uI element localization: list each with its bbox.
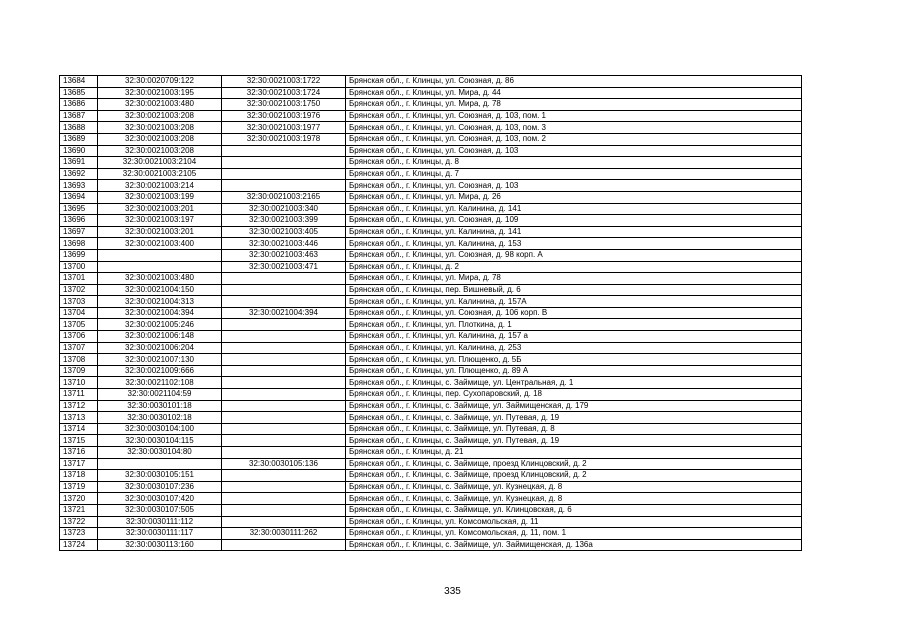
address-cell: Брянская обл., г. Клинцы, пер. Вишневый, д. 6 <box>346 284 802 296</box>
row-number-cell: 13718 <box>60 470 98 482</box>
register-table <box>59 75 802 551</box>
related-cadastral-number-cell <box>222 296 346 308</box>
related-cadastral-number-cell: 32:30:0021003:446 <box>222 238 346 250</box>
cadastral-number-cell: 32:30:0030105:151 <box>98 470 222 482</box>
row-number-cell: 13705 <box>60 319 98 331</box>
table-row <box>60 99 802 111</box>
address-cell: Брянская обл., г. Клинцы, ул. Союзная, д. 103, пом. 1 <box>346 110 802 122</box>
table-row <box>60 133 802 145</box>
table-row <box>60 215 802 227</box>
table-row <box>60 273 802 285</box>
related-cadastral-number-cell <box>222 168 346 180</box>
related-cadastral-number-cell: 32:30:0030105:136 <box>222 458 346 470</box>
address-cell: Брянская обл., г. Клинцы, ул. Калинина, д. 141 <box>346 203 802 215</box>
cadastral-number-cell: 32:30:0021009:666 <box>98 365 222 377</box>
row-number-cell: 13713 <box>60 412 98 424</box>
address-cell: Брянская обл., г. Клинцы, с. Займище, ул. Займищенская, д. 136а <box>346 539 802 551</box>
row-number-cell: 13710 <box>60 377 98 389</box>
cadastral-number-cell: 32:30:0020709:122 <box>98 76 222 88</box>
table-row <box>60 470 802 482</box>
cadastral-number-cell: 32:30:0030104:100 <box>98 423 222 435</box>
row-number-cell: 13707 <box>60 342 98 354</box>
row-number-cell: 13722 <box>60 516 98 528</box>
related-cadastral-number-cell <box>222 423 346 435</box>
address-cell: Брянская обл., г. Клинцы, ул. Союзная, д. 109 <box>346 215 802 227</box>
row-number-cell: 13692 <box>60 168 98 180</box>
row-number-cell: 13724 <box>60 539 98 551</box>
table-row <box>60 377 802 389</box>
related-cadastral-number-cell <box>222 516 346 528</box>
related-cadastral-number-cell <box>222 493 346 505</box>
cadastral-number-cell: 32:30:0030107:420 <box>98 493 222 505</box>
table-row <box>60 203 802 215</box>
row-number-cell: 13697 <box>60 226 98 238</box>
row-number-cell: 13700 <box>60 261 98 273</box>
address-cell: Брянская обл., г. Клинцы, с. Займище, ул. Путевая, д. 19 <box>346 412 802 424</box>
related-cadastral-number-cell <box>222 377 346 389</box>
related-cadastral-number-cell <box>222 331 346 343</box>
cadastral-number-cell: 32:30:0021003:208 <box>98 133 222 145</box>
row-number-cell: 13712 <box>60 400 98 412</box>
address-cell: Брянская обл., г. Клинцы, ул. Калинина, д. 253 <box>346 342 802 354</box>
row-number-cell: 13709 <box>60 365 98 377</box>
table-row <box>60 238 802 250</box>
related-cadastral-number-cell: 32:30:0021003:1977 <box>222 122 346 134</box>
cadastral-number-cell: 32:30:0030113:160 <box>98 539 222 551</box>
cadastral-number-cell <box>98 458 222 470</box>
table-row <box>60 481 802 493</box>
cadastral-number-cell: 32:30:0021003:195 <box>98 87 222 99</box>
related-cadastral-number-cell <box>222 389 346 401</box>
address-cell: Брянская обл., г. Клинцы, д. 7 <box>346 168 802 180</box>
cadastral-number-cell: 32:30:0021004:150 <box>98 284 222 296</box>
address-cell: Брянская обл., г. Клинцы, ул. Калинина, д. 141 <box>346 226 802 238</box>
related-cadastral-number-cell <box>222 342 346 354</box>
cadastral-number-cell: 32:30:0021003:201 <box>98 226 222 238</box>
address-cell: Брянская обл., г. Клинцы, д. 21 <box>346 447 802 459</box>
address-cell: Брянская обл., г. Клинцы, ул. Союзная, д. 103, пом. 2 <box>346 133 802 145</box>
cadastral-number-cell: 32:30:0021003:201 <box>98 203 222 215</box>
row-number-cell: 13719 <box>60 481 98 493</box>
row-number-cell: 13723 <box>60 528 98 540</box>
related-cadastral-number-cell <box>222 354 346 366</box>
row-number-cell: 13708 <box>60 354 98 366</box>
row-number-cell: 13711 <box>60 389 98 401</box>
row-number-cell: 13702 <box>60 284 98 296</box>
table-row <box>60 528 802 540</box>
table-row <box>60 284 802 296</box>
cadastral-number-cell: 32:30:0030107:505 <box>98 504 222 516</box>
cadastral-number-cell: 32:30:0021003:208 <box>98 145 222 157</box>
table-row <box>60 447 802 459</box>
cadastral-number-cell: 32:30:0021007:130 <box>98 354 222 366</box>
table-row <box>60 412 802 424</box>
table-row <box>60 226 802 238</box>
row-number-cell: 13685 <box>60 87 98 99</box>
table-row <box>60 389 802 401</box>
table-row <box>60 261 802 273</box>
row-number-cell: 13706 <box>60 331 98 343</box>
address-cell: Брянская обл., г. Клинцы, пер. Сухопаровский, д. 18 <box>346 389 802 401</box>
related-cadastral-number-cell: 32:30:0021003:405 <box>222 226 346 238</box>
row-number-cell: 13701 <box>60 273 98 285</box>
cadastral-number-cell: 32:30:0021006:148 <box>98 331 222 343</box>
related-cadastral-number-cell: 32:30:0021003:2165 <box>222 191 346 203</box>
address-cell: Брянская обл., г. Клинцы, ул. Союзная, д. 103 <box>346 145 802 157</box>
address-cell: Брянская обл., г. Клинцы, ул. Союзная, д. 106 корп. В <box>346 307 802 319</box>
table-row <box>60 493 802 505</box>
address-cell: Брянская обл., г. Клинцы, ул. Калинина, д. 157А <box>346 296 802 308</box>
address-cell: Брянская обл., г. Клинцы, ул. Калинина, д. 157 а <box>346 331 802 343</box>
cadastral-number-cell: 32:30:0021102:108 <box>98 377 222 389</box>
table-row <box>60 504 802 516</box>
related-cadastral-number-cell <box>222 157 346 169</box>
related-cadastral-number-cell: 32:30:0021003:463 <box>222 249 346 261</box>
table-row <box>60 180 802 192</box>
cadastral-number-cell: 32:30:0030102:18 <box>98 412 222 424</box>
cadastral-number-cell: 32:30:0021003:197 <box>98 215 222 227</box>
address-cell: Брянская обл., г. Клинцы, ул. Союзная, д. 98 корп. А <box>346 249 802 261</box>
related-cadastral-number-cell <box>222 319 346 331</box>
cadastral-number-cell <box>98 261 222 273</box>
cadastral-number-cell: 32:30:0030104:80 <box>98 447 222 459</box>
related-cadastral-number-cell: 32:30:0021003:399 <box>222 215 346 227</box>
cadastral-number-cell: 32:30:0021003:2104 <box>98 157 222 169</box>
cadastral-number-cell: 32:30:0021003:400 <box>98 238 222 250</box>
related-cadastral-number-cell: 32:30:0021003:340 <box>222 203 346 215</box>
address-cell: Брянская обл., г. Клинцы, с. Займище, ул. Путевая, д. 8 <box>346 423 802 435</box>
row-number-cell: 13696 <box>60 215 98 227</box>
related-cadastral-number-cell: 32:30:0021004:394 <box>222 307 346 319</box>
related-cadastral-number-cell <box>222 504 346 516</box>
address-cell: Брянская обл., г. Клинцы, с. Займище, ул. Клинцовская, д. 6 <box>346 504 802 516</box>
table-row <box>60 516 802 528</box>
table-row <box>60 400 802 412</box>
table-row <box>60 296 802 308</box>
table-row <box>60 365 802 377</box>
cadastral-number-cell: 32:30:0021003:208 <box>98 110 222 122</box>
table-row <box>60 168 802 180</box>
related-cadastral-number-cell: 32:30:0021003:1978 <box>222 133 346 145</box>
address-cell: Брянская обл., г. Клинцы, ул. Мира, д. 78 <box>346 273 802 285</box>
table-row <box>60 157 802 169</box>
address-cell: Брянская обл., г. Клинцы, ул. Союзная, д. 86 <box>346 76 802 88</box>
table-row <box>60 122 802 134</box>
related-cadastral-number-cell <box>222 145 346 157</box>
address-cell: Брянская обл., г. Клинцы, с. Займище, ул. Путевая, д. 19 <box>346 435 802 447</box>
address-cell: Брянская обл., г. Клинцы, с. Займище, проезд Клинцовский, д. 2 <box>346 458 802 470</box>
address-cell: Брянская обл., г. Клинцы, ул. Союзная, д. 103 <box>346 180 802 192</box>
address-cell: Брянская обл., г. Клинцы, с. Займище, проезд Клинцовский, д. 2 <box>346 470 802 482</box>
row-number-cell: 13690 <box>60 145 98 157</box>
cadastral-number-cell: 32:30:0021003:214 <box>98 180 222 192</box>
related-cadastral-number-cell: 32:30:0021003:1722 <box>222 76 346 88</box>
related-cadastral-number-cell <box>222 400 346 412</box>
table-row <box>60 539 802 551</box>
cadastral-number-cell: 32:30:0021004:313 <box>98 296 222 308</box>
address-cell: Брянская обл., г. Клинцы, ул. Мира, д. 44 <box>346 87 802 99</box>
address-cell: Брянская обл., г. Клинцы, ул. Плоткина, д. 1 <box>346 319 802 331</box>
row-number-cell: 13699 <box>60 249 98 261</box>
row-number-cell: 13703 <box>60 296 98 308</box>
row-number-cell: 13691 <box>60 157 98 169</box>
address-cell: Брянская обл., г. Клинцы, с. Займище, ул. Займищенская, д. 179 <box>346 400 802 412</box>
table-row <box>60 87 802 99</box>
cadastral-number-cell: 32:30:0021003:208 <box>98 122 222 134</box>
row-number-cell: 13715 <box>60 435 98 447</box>
cadastral-number-cell: 32:30:0030104:115 <box>98 435 222 447</box>
table-row <box>60 249 802 261</box>
table-row <box>60 423 802 435</box>
address-cell: Брянская обл., г. Клинцы, ул. Мира, д. 78 <box>346 99 802 111</box>
table-row <box>60 458 802 470</box>
row-number-cell: 13716 <box>60 447 98 459</box>
address-cell: Брянская обл., г. Клинцы, ул. Плющенко, д. 5Б <box>346 354 802 366</box>
row-number-cell: 13695 <box>60 203 98 215</box>
row-number-cell: 13720 <box>60 493 98 505</box>
table-row <box>60 110 802 122</box>
related-cadastral-number-cell: 32:30:0021003:1750 <box>222 99 346 111</box>
cadastral-number-cell: 32:30:0021003:480 <box>98 273 222 285</box>
table-row <box>60 145 802 157</box>
cadastral-number-cell: 32:30:0030111:112 <box>98 516 222 528</box>
table-row <box>60 191 802 203</box>
related-cadastral-number-cell <box>222 481 346 493</box>
related-cadastral-number-cell: 32:30:0021003:1724 <box>222 87 346 99</box>
row-number-cell: 13717 <box>60 458 98 470</box>
cadastral-number-cell: 32:30:0021003:199 <box>98 191 222 203</box>
table-row <box>60 331 802 343</box>
cadastral-number-cell: 32:30:0021004:394 <box>98 307 222 319</box>
table-row <box>60 307 802 319</box>
related-cadastral-number-cell <box>222 412 346 424</box>
address-cell: Брянская обл., г. Клинцы, ул. Мира, д. 26 <box>346 191 802 203</box>
row-number-cell: 13704 <box>60 307 98 319</box>
address-cell: Брянская обл., г. Клинцы, с. Займище, ул. Кузнецкая, д. 8 <box>346 493 802 505</box>
row-number-cell: 13698 <box>60 238 98 250</box>
row-number-cell: 13684 <box>60 76 98 88</box>
row-number-cell: 13688 <box>60 122 98 134</box>
address-cell: Брянская обл., г. Клинцы, ул. Плющенко, д. 89 А <box>346 365 802 377</box>
related-cadastral-number-cell <box>222 180 346 192</box>
cadastral-number-cell: 32:30:0021003:480 <box>98 99 222 111</box>
cadastral-number-cell: 32:30:0030101:18 <box>98 400 222 412</box>
cadastral-number-cell: 32:30:0021006:204 <box>98 342 222 354</box>
related-cadastral-number-cell: 32:30:0021003:1976 <box>222 110 346 122</box>
table-row <box>60 354 802 366</box>
register-table-body <box>60 76 802 551</box>
address-cell: Брянская обл., г. Клинцы, д. 8 <box>346 157 802 169</box>
address-cell: Брянская обл., г. Клинцы, д. 2 <box>346 261 802 273</box>
page-number: 335 <box>444 586 461 597</box>
cadastral-number-cell: 32:30:0030107:236 <box>98 481 222 493</box>
row-number-cell: 13694 <box>60 191 98 203</box>
related-cadastral-number-cell <box>222 284 346 296</box>
related-cadastral-number-cell <box>222 539 346 551</box>
address-cell: Брянская обл., г. Клинцы, ул. Комсомольская, д. 11, пом. 1 <box>346 528 802 540</box>
row-number-cell: 13714 <box>60 423 98 435</box>
address-cell: Брянская обл., г. Клинцы, с. Займище, ул. Центральная, д. 1 <box>346 377 802 389</box>
table-row <box>60 342 802 354</box>
table-row <box>60 435 802 447</box>
address-cell: Брянская обл., г. Клинцы, ул. Комсомольская, д. 11 <box>346 516 802 528</box>
cadastral-number-cell <box>98 249 222 261</box>
related-cadastral-number-cell: 32:30:0021003:471 <box>222 261 346 273</box>
cadastral-number-cell: 32:30:0021003:2105 <box>98 168 222 180</box>
cadastral-number-cell: 32:30:0021005:246 <box>98 319 222 331</box>
row-number-cell: 13689 <box>60 133 98 145</box>
row-number-cell: 13721 <box>60 504 98 516</box>
address-cell: Брянская обл., г. Клинцы, с. Займище, ул. Кузнецкая, д. 8 <box>346 481 802 493</box>
address-cell: Брянская обл., г. Клинцы, ул. Калинина, д. 153 <box>346 238 802 250</box>
related-cadastral-number-cell <box>222 365 346 377</box>
related-cadastral-number-cell <box>222 447 346 459</box>
row-number-cell: 13687 <box>60 110 98 122</box>
address-cell: Брянская обл., г. Клинцы, ул. Союзная, д. 103, пом. 3 <box>346 122 802 134</box>
related-cadastral-number-cell <box>222 435 346 447</box>
table-row <box>60 76 802 88</box>
cadastral-number-cell: 32:30:0021104:59 <box>98 389 222 401</box>
related-cadastral-number-cell <box>222 470 346 482</box>
cadastral-number-cell: 32:30:0030111:117 <box>98 528 222 540</box>
table-row <box>60 319 802 331</box>
row-number-cell: 13686 <box>60 99 98 111</box>
related-cadastral-number-cell <box>222 273 346 285</box>
related-cadastral-number-cell: 32:30:0030111:262 <box>222 528 346 540</box>
row-number-cell: 13693 <box>60 180 98 192</box>
